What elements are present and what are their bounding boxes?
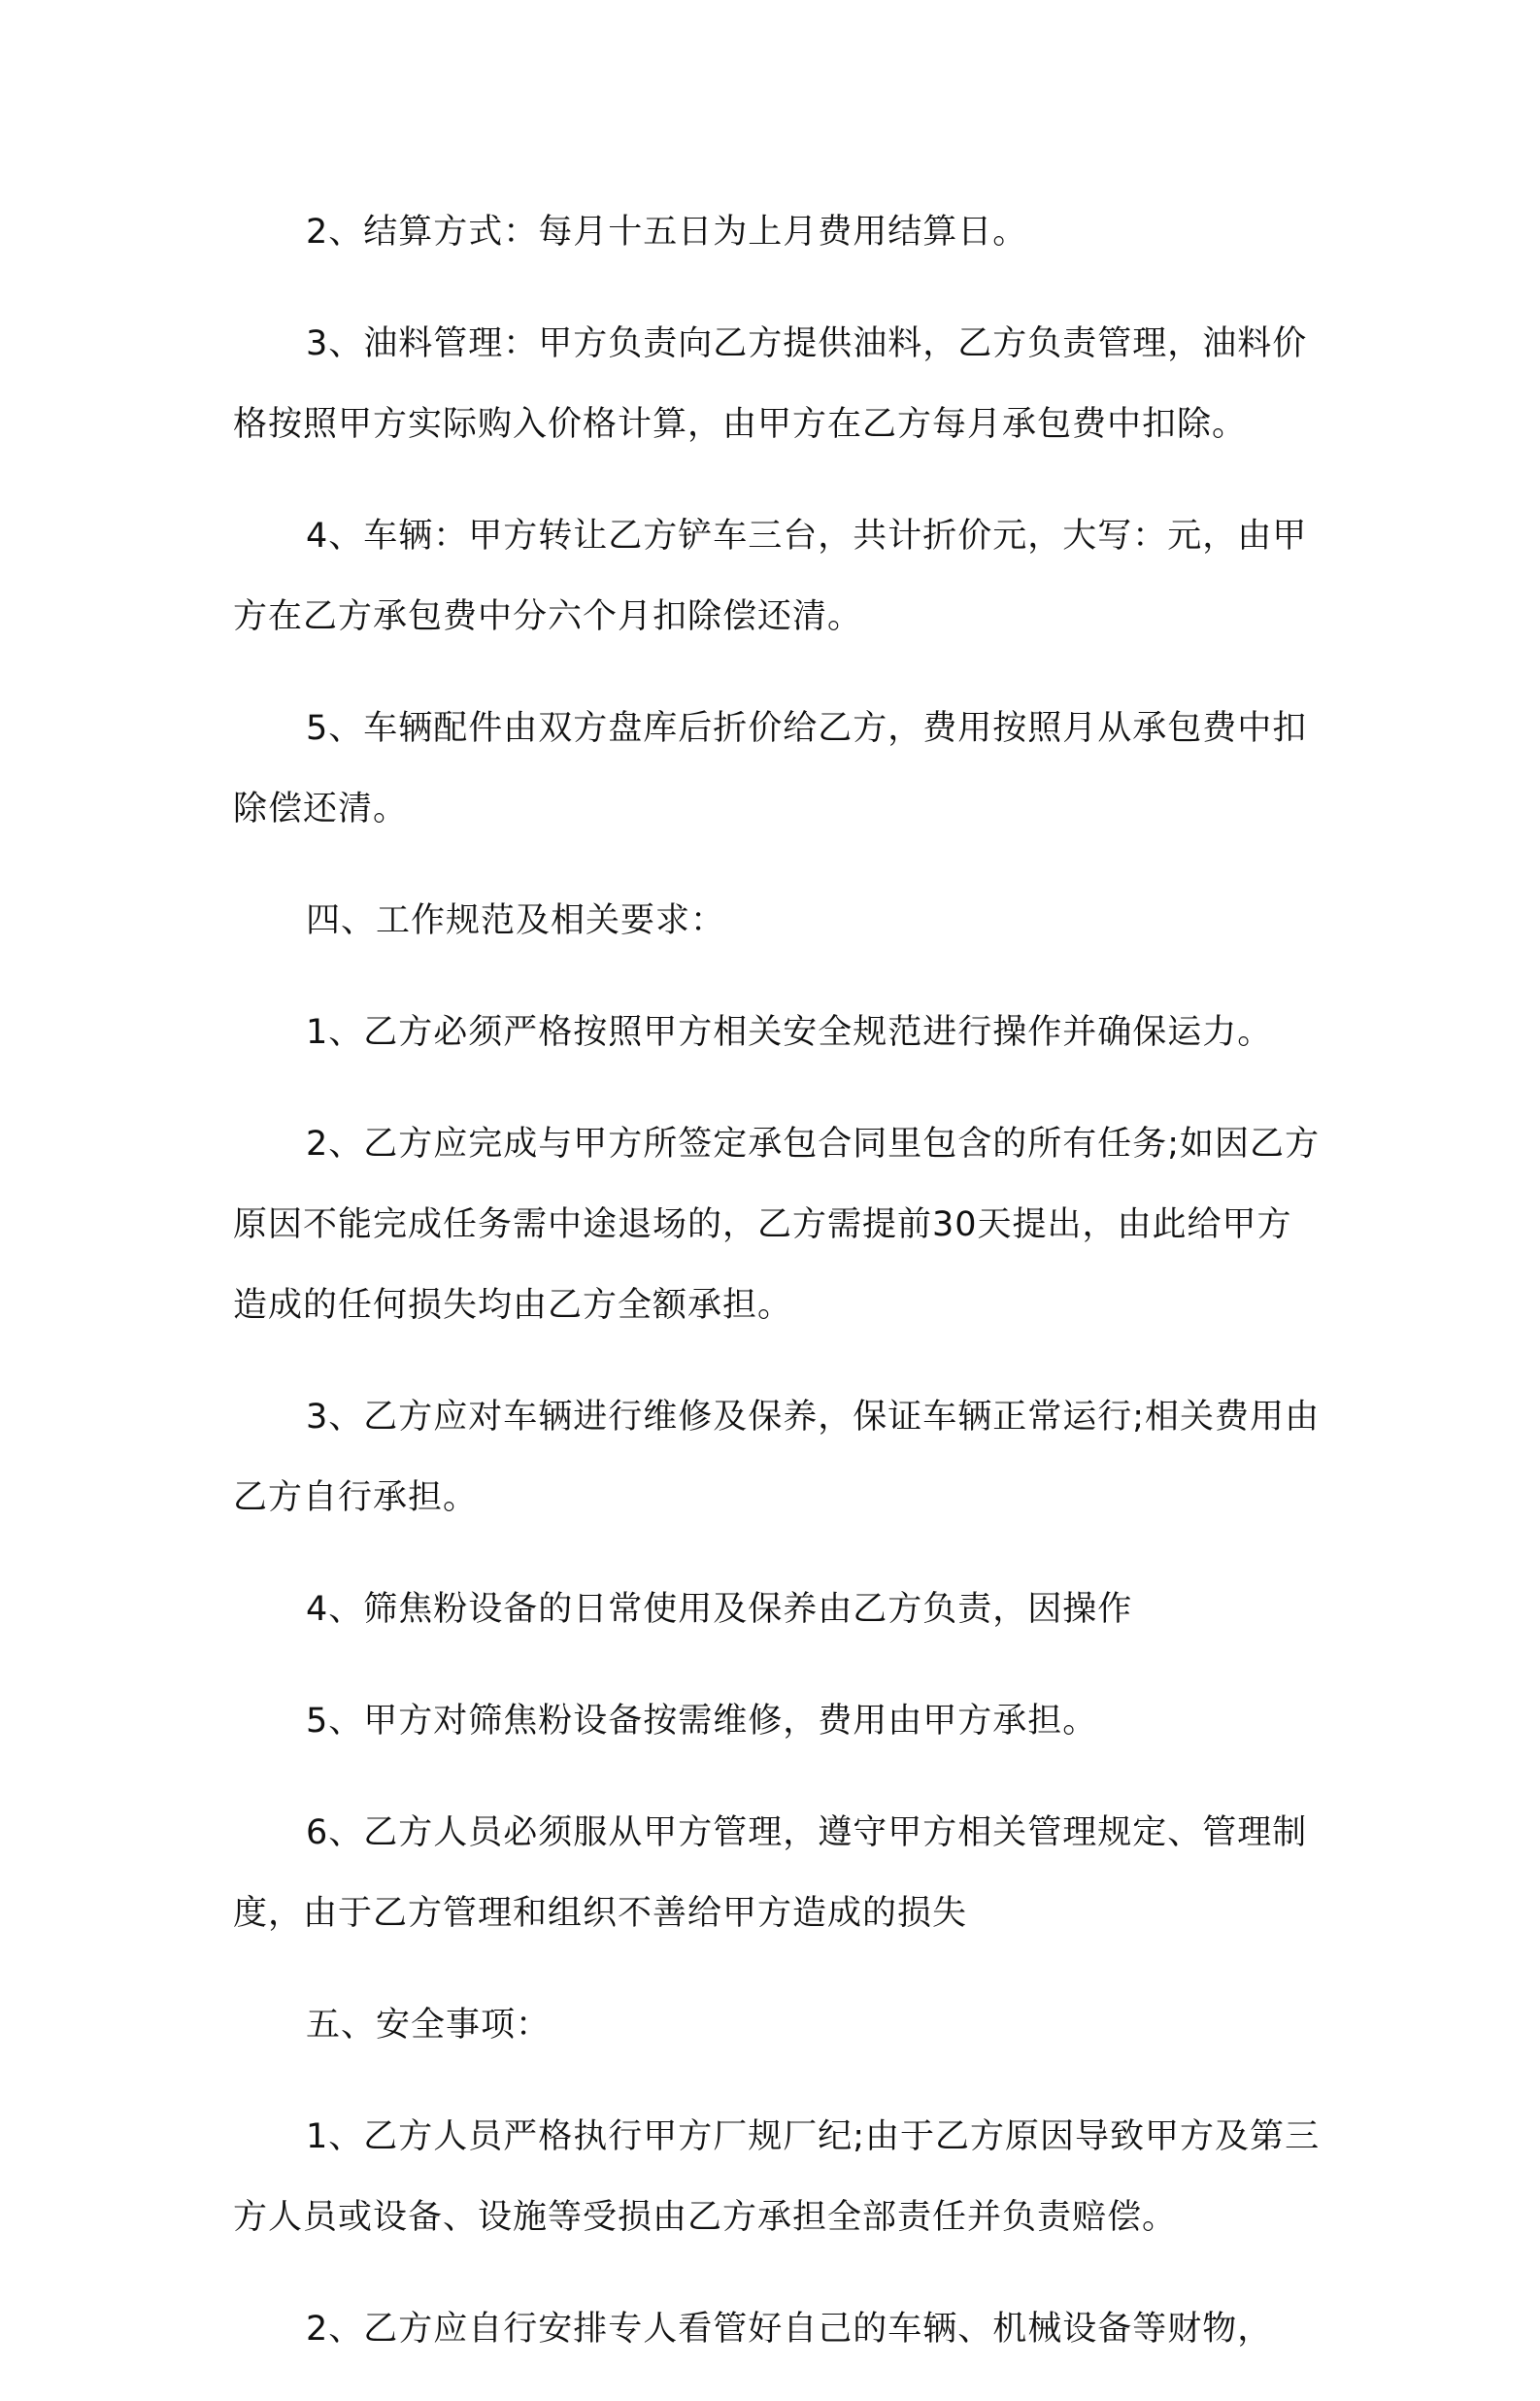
paragraph-equipment-repair: 5、甲方对筛焦粉设备按需维修，费用由甲方承担。	[306, 1702, 1098, 1741]
paragraph-equipment-use: 4、筛焦粉设备的日常使用及保养由乙方负责，因操作	[306, 1590, 1133, 1629]
paragraph-contract-tasks: 2、乙方应完成与甲方所签定承包合同里包含的所有任务;如因乙方原因不能完成任务需中途退场的，乙方需提前30天提出，由此给甲方造成的任何损失均由乙方全额承担。	[233, 1125, 1321, 1325]
paragraph-vehicle-parts: 5、车辆配件由双方盘库后折价给乙方，费用按照月从承包费中扣除偿还清。	[233, 709, 1308, 829]
paragraph-vehicles: 4、车辆：甲方转让乙方铲车三台，共计折价元，大写：元，由甲方在乙方承包费中分六个月扣除偿还清。	[233, 517, 1308, 636]
paragraph-settlement-method: 2、结算方式：每月十五日为上月费用结算日。	[306, 213, 1028, 252]
section-heading-work-standards: 四、工作规范及相关要求：	[306, 901, 726, 940]
paragraph-fuel-management: 3、油料管理：甲方负责向乙方提供油料，乙方负责管理，油料价格按照甲方实际购入价格计算，由甲方在乙方每月承包费中扣除。	[233, 324, 1308, 444]
paragraph-factory-rules: 1、乙方人员严格执行甲方厂规厂纪;由于乙方原因导致甲方及第三方人员或设备、设施等受损由乙方承担全部责任并负责赔偿。	[233, 2117, 1321, 2237]
section-heading-safety: 五、安全事项：	[306, 2006, 552, 2045]
paragraph-property-custody: 2、乙方应自行安排专人看管好自己的车辆、机械设备等财物，	[306, 2310, 1273, 2349]
paragraph-safety-compliance: 1、乙方必须严格按照甲方相关安全规范进行操作并确保运力。	[306, 1013, 1273, 1052]
document-body	[233, 192, 1321, 2401]
paragraph-personnel-management: 6、乙方人员必须服从甲方管理，遵守甲方相关管理规定、管理制度，由于乙方管理和组织不善给甲方造成的损失	[233, 1813, 1308, 1933]
paragraph-vehicle-maintenance: 3、乙方应对车辆进行维修及保养，保证车辆正常运行;相关费用由乙方自行承担。	[233, 1398, 1321, 1517]
